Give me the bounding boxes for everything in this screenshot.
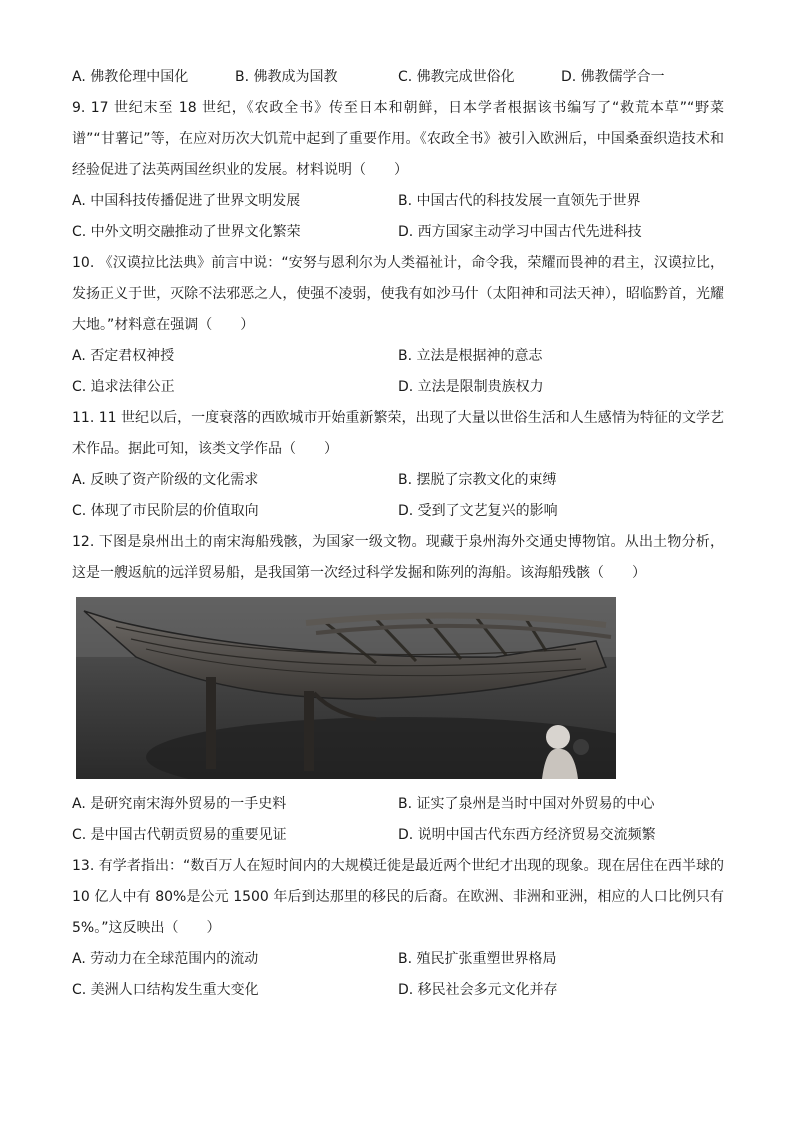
q10-option-b[interactable]: B. 立法是根据神的意志 [398, 348, 543, 364]
q11-options-row1 [72, 465, 724, 496]
q10-option-c[interactable]: C. 追求法律公正 [72, 379, 175, 395]
q11-option-d[interactable]: D. 受到了文艺复兴的影响 [398, 503, 558, 519]
q12-option-d[interactable]: D. 说明中国古代东西方经济贸易交流频繁 [398, 827, 656, 843]
q12-option-c[interactable]: C. 是中国古代朝贡贸易的重要见证 [72, 827, 287, 843]
q11-stem: 11. 11 世纪以后，一度衰落的西欧城市开始重新繁荣，出现了大量以世俗生活和人生感情为特征的文学艺术作品。据此可知，该类文学作品（ ） [72, 410, 724, 457]
q8-options [72, 62, 724, 93]
q10-option-d[interactable]: D. 立法是限制贵族权力 [398, 379, 544, 395]
q9-stem: 9. 17 世纪末至 18 世纪，《农政全书》传至日本和朝鲜，日本学者根据该书编写了“救荒本草”“野菜谱”“甘薯记”等，在应对历次大饥荒中起到了重要作用。《农政全书》被引入欧洲后，中国桑蚕织造技术和经验促进了法英两国丝织业的发展。材料说明（ ） [72, 100, 724, 178]
q13-option-b[interactable]: B. 殖民扩张重塑世界格局 [398, 951, 557, 967]
ship-wreck-photo [76, 597, 616, 779]
q10-stem: 10. 《汉谟拉比法典》前言中说：“安努与恩利尔为人类福祉计，命令我，荣耀而畏神的君主，汉谟拉比，发扬正义于世，灭除不法邪恶之人，使强不凌弱，使我有如沙马什（太阳神和司法天神），昭临黔首，光耀大地。”材料意在强调（ ） [72, 255, 724, 333]
q11-option-c[interactable]: C. 体现了市民阶层的价值取向 [72, 503, 259, 519]
q13-options-row2 [72, 975, 724, 1006]
q11-option-b[interactable]: B. 摆脱了宗教文化的束缚 [398, 472, 557, 488]
q12-options-row2 [72, 820, 724, 851]
q13-stem: 13. 有学者指出：“数百万人在短时间内的大规模迁徙是最近两个世纪才出现的现象。现在居住在西半球的 10 亿人中有 80%是公元 1500 年后到达那里的移民的后裔。在欧洲、非洲和亚洲，相应的人口比例只有 5%。”这反映出（ ） [72, 858, 724, 936]
q11-option-a[interactable]: A. 反映了资产阶级的文化需求 [72, 472, 259, 488]
q9-options-row1 [72, 186, 724, 217]
q9-option-a[interactable]: A. 中国科技传播促进了世界文明发展 [72, 193, 301, 209]
q13-options-row1 [72, 944, 724, 975]
q10-option-a[interactable]: A. 否定君权神授 [72, 348, 175, 364]
q9-option-d[interactable]: D. 西方国家主动学习中国古代先进科技 [398, 224, 642, 240]
q8-option-c[interactable]: C. 佛教完成世俗化 [398, 69, 515, 85]
q8-option-a[interactable]: A. 佛教伦理中国化 [72, 69, 189, 85]
ship-wreck-illustration [76, 597, 616, 779]
q10-options-row2 [72, 372, 724, 403]
q10-options-row1 [72, 341, 724, 372]
q12-options-row1 [72, 789, 724, 820]
q13-option-c[interactable]: C. 美洲人口结构发生重大变化 [72, 982, 259, 998]
q12-stem: 12. 下图是泉州出土的南宋海船残骸，为国家一级文物。现藏于泉州海外交通史博物馆。从出土物分析，这是一艘返航的远洋贸易船，是我国第一次经过科学发掘和陈列的海船。该海船残骸（ ） [72, 534, 724, 581]
q13-option-d[interactable]: D. 移民社会多元文化并存 [398, 982, 558, 998]
q8-option-b[interactable]: B. 佛教成为国教 [235, 69, 338, 85]
q9-option-b[interactable]: B. 中国古代的科技发展一直领先于世界 [398, 193, 641, 209]
q8-option-d[interactable]: D. 佛教儒学合一 [561, 69, 665, 85]
q12-option-a[interactable]: A. 是研究南宋海外贸易的一手史料 [72, 796, 287, 812]
q13-option-a[interactable]: A. 劳动力在全球范围内的流动 [72, 951, 259, 967]
exam-page [72, 62, 724, 1006]
q9-option-c[interactable]: C. 中外文明交融推动了世界文化繁荣 [72, 224, 301, 240]
q11-options-row2 [72, 496, 724, 527]
q9-options-row2 [72, 217, 724, 248]
q12-option-b[interactable]: B. 证实了泉州是当时中国对外贸易的中心 [398, 796, 655, 812]
